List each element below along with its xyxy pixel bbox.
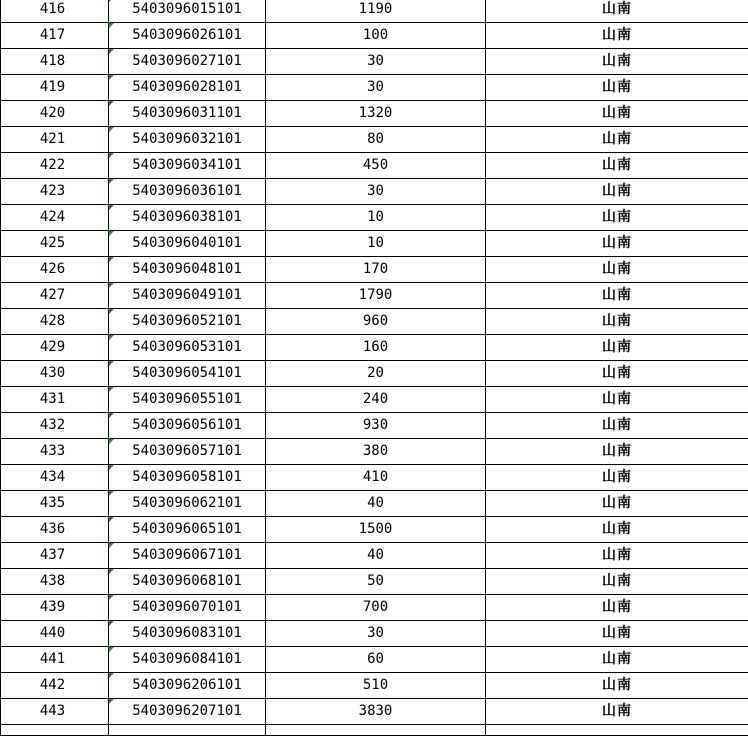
code-cell-text: 5403096034101 (132, 157, 242, 173)
amount-cell[interactable] (266, 101, 486, 127)
region-cell-text: 山南 (602, 599, 632, 615)
region-cell-text: 山南 (602, 209, 632, 225)
row-number-cell[interactable] (1, 361, 109, 387)
code-cell-text: 5403096062101 (132, 495, 242, 511)
row-number-cell-text: 421 (40, 131, 65, 147)
amount-cell-text: 160 (363, 339, 388, 355)
code-cell[interactable] (109, 49, 266, 75)
code-cell[interactable] (109, 595, 266, 621)
number-stored-as-text-indicator-icon (109, 647, 114, 652)
code-cell-text: 5403096053101 (132, 339, 242, 355)
region-cell-text: 山南 (602, 131, 632, 147)
table-row (1, 257, 748, 283)
amount-cell-text: 700 (363, 599, 388, 615)
amount-cell[interactable] (266, 673, 486, 699)
row-number-cell[interactable] (1, 595, 109, 621)
region-cell-text: 山南 (602, 443, 632, 459)
amount-cell[interactable] (266, 647, 486, 673)
code-cell[interactable] (109, 439, 266, 465)
amount-cell-text: 1320 (359, 105, 393, 121)
number-stored-as-text-indicator-icon (109, 49, 114, 54)
amount-cell[interactable] (266, 465, 486, 491)
row-number-cell[interactable] (1, 621, 109, 647)
row-number-cell[interactable] (1, 153, 109, 179)
number-stored-as-text-indicator-icon (109, 517, 114, 522)
region-cell-text: 山南 (602, 495, 632, 511)
spreadsheet-body (1, 0, 748, 736)
row-number-cell[interactable] (1, 673, 109, 699)
row-number-cell[interactable] (1, 439, 109, 465)
region-cell-text: 山南 (602, 105, 632, 121)
amount-cell-text: 50 (367, 573, 384, 589)
amount-cell-text: 60 (367, 651, 384, 667)
region-cell[interactable] (486, 673, 748, 699)
table-row (1, 647, 748, 673)
row-number-cell-text: 430 (40, 365, 65, 381)
amount-cell[interactable] (266, 699, 486, 725)
code-cell[interactable] (109, 75, 266, 101)
number-stored-as-text-indicator-icon (109, 335, 114, 340)
table-row (1, 101, 748, 127)
amount-cell[interactable] (266, 75, 486, 101)
region-cell[interactable] (486, 439, 748, 465)
code-cell[interactable] (109, 283, 266, 309)
amount-cell-text: 30 (367, 79, 384, 95)
row-number-cell-text: 440 (40, 625, 65, 641)
amount-cell[interactable] (266, 231, 486, 257)
region-cell-text: 山南 (602, 1, 632, 17)
row-number-cell[interactable] (1, 569, 109, 595)
region-cell[interactable] (486, 49, 748, 75)
code-cell-text: 5403096036101 (132, 183, 242, 199)
amount-cell-text: 3830 (359, 703, 393, 719)
number-stored-as-text-indicator-icon (109, 153, 114, 158)
table-row (1, 179, 748, 205)
region-cell[interactable] (486, 101, 748, 127)
region-cell-text: 山南 (602, 235, 632, 251)
row-number-cell[interactable] (1, 699, 109, 725)
amount-cell[interactable] (266, 439, 486, 465)
table-row (1, 49, 748, 75)
code-cell[interactable] (109, 569, 266, 595)
amount-cell[interactable] (266, 569, 486, 595)
region-cell[interactable] (486, 569, 748, 595)
code-cell[interactable] (109, 153, 266, 179)
number-stored-as-text-indicator-icon (109, 309, 114, 314)
number-stored-as-text-indicator-icon (109, 205, 114, 210)
region-cell-text: 山南 (602, 703, 632, 719)
region-cell-text: 山南 (602, 677, 632, 693)
row-number-cell-text: 432 (40, 417, 65, 433)
row-number-cell[interactable] (1, 647, 109, 673)
region-cell-text: 山南 (602, 339, 632, 355)
amount-cell[interactable] (266, 283, 486, 309)
row-number-cell-text: 433 (40, 443, 65, 459)
code-cell[interactable] (109, 465, 266, 491)
amount-cell-text: 240 (363, 391, 388, 407)
region-cell[interactable] (486, 699, 748, 725)
table-row (1, 465, 748, 491)
code-cell[interactable] (109, 387, 266, 413)
amount-cell[interactable] (266, 595, 486, 621)
table-row (1, 699, 748, 725)
code-cell-text: 5403096084101 (132, 651, 242, 667)
amount-cell[interactable] (266, 23, 486, 49)
code-cell[interactable] (109, 361, 266, 387)
table-row (1, 231, 748, 257)
region-cell-text: 山南 (602, 313, 632, 329)
region-cell-text: 山南 (602, 79, 632, 95)
amount-cell[interactable] (266, 517, 486, 543)
amount-cell-text: 10 (367, 235, 384, 251)
region-cell[interactable] (486, 647, 748, 673)
row-number-cell-text: 417 (40, 27, 65, 43)
region-cell-text: 山南 (602, 521, 632, 537)
region-cell[interactable] (486, 283, 748, 309)
region-cell-text: 山南 (602, 53, 632, 69)
number-stored-as-text-indicator-icon (109, 0, 114, 2)
region-cell[interactable] (486, 491, 748, 517)
row-number-cell[interactable] (1, 231, 109, 257)
number-stored-as-text-indicator-icon (109, 569, 114, 574)
row-number-cell-text: 437 (40, 547, 65, 563)
row-number-cell[interactable] (1, 413, 109, 439)
number-stored-as-text-indicator-icon (109, 101, 114, 106)
row-number-cell[interactable] (1, 205, 109, 231)
number-stored-as-text-indicator-icon (109, 23, 114, 28)
number-stored-as-text-indicator-icon (109, 283, 114, 288)
amount-cell-text: 30 (367, 625, 384, 641)
amount-cell-text: 30 (367, 53, 384, 69)
number-stored-as-text-indicator-icon (109, 621, 114, 626)
region-cell[interactable] (486, 0, 748, 23)
table-row (1, 309, 748, 335)
table-row (1, 205, 748, 231)
region-cell[interactable] (486, 205, 748, 231)
amount-cell-text: 1500 (359, 521, 393, 537)
region-cell-text: 山南 (602, 391, 632, 407)
code-cell[interactable] (109, 0, 266, 23)
amount-cell-text: 170 (363, 261, 388, 277)
row-number-cell-text: 438 (40, 573, 65, 589)
row-number-cell[interactable] (1, 179, 109, 205)
region-cell-text: 山南 (602, 573, 632, 589)
amount-cell[interactable] (266, 257, 486, 283)
row-number-cell[interactable] (1, 127, 109, 153)
number-stored-as-text-indicator-icon (109, 673, 114, 678)
region-cell[interactable] (486, 127, 748, 153)
code-cell[interactable] (109, 127, 266, 153)
row-number-cell[interactable] (1, 257, 109, 283)
code-cell[interactable] (109, 647, 266, 673)
amount-cell-text: 40 (367, 495, 384, 511)
code-cell-text: 5403096015101 (132, 1, 242, 17)
row-number-cell-text: 434 (40, 469, 65, 485)
table-row (1, 491, 748, 517)
number-stored-as-text-indicator-icon (109, 179, 114, 184)
amount-cell[interactable] (266, 49, 486, 75)
number-stored-as-text-indicator-icon (109, 361, 114, 366)
region-cell[interactable] (486, 387, 748, 413)
row-number-cell-text: 422 (40, 157, 65, 173)
row-number-cell-text: 419 (40, 79, 65, 95)
table-row (1, 127, 748, 153)
amount-cell-text: 100 (363, 27, 388, 43)
table-row (1, 543, 748, 569)
region-cell-text: 山南 (602, 469, 632, 485)
code-cell-text: 5403096027101 (132, 53, 242, 69)
row-number-cell-text: 423 (40, 183, 65, 199)
row-number-cell-text: 416 (40, 1, 65, 17)
code-cell-text: 5403096070101 (132, 599, 242, 615)
amount-cell-text: 960 (363, 313, 388, 329)
amount-cell-text: 1190 (359, 1, 393, 17)
row-number-cell[interactable] (1, 49, 109, 75)
code-cell-text: 5403096048101 (132, 261, 242, 277)
code-cell[interactable] (109, 621, 266, 647)
row-number-cell-text: 443 (40, 703, 65, 719)
code-cell-text: 5403096206101 (132, 677, 242, 693)
code-cell-text: 5403096067101 (132, 547, 242, 563)
amount-cell-text: 1790 (359, 287, 393, 303)
amount-cell-text: 30 (367, 183, 384, 199)
amount-cell[interactable] (266, 413, 486, 439)
row-number-cell-text: 420 (40, 105, 65, 121)
amount-cell-text: 510 (363, 677, 388, 693)
amount-cell[interactable] (266, 621, 486, 647)
amount-cell[interactable] (266, 153, 486, 179)
region-cell-text: 山南 (602, 365, 632, 381)
row-number-cell[interactable] (1, 465, 109, 491)
table-row (1, 23, 748, 49)
code-cell[interactable] (109, 413, 266, 439)
region-cell[interactable] (486, 309, 748, 335)
table-row (1, 387, 748, 413)
row-number-cell-text: 439 (40, 599, 65, 615)
region-cell-text: 山南 (602, 651, 632, 667)
row-number-cell[interactable] (1, 0, 109, 23)
amount-cell[interactable] (266, 127, 486, 153)
row-number-cell[interactable] (1, 491, 109, 517)
table-row (1, 335, 748, 361)
region-cell[interactable] (486, 517, 748, 543)
number-stored-as-text-indicator-icon (109, 127, 114, 132)
amount-cell[interactable] (266, 543, 486, 569)
region-cell-text: 山南 (602, 625, 632, 641)
code-cell-text: 5403096028101 (132, 79, 242, 95)
code-cell-text: 5403096031101 (132, 105, 242, 121)
code-cell-text: 5403096040101 (132, 235, 242, 251)
code-cell[interactable] (109, 257, 266, 283)
code-cell[interactable] (109, 699, 266, 725)
amount-cell[interactable] (266, 179, 486, 205)
region-cell[interactable] (486, 153, 748, 179)
amount-cell-text: 20 (367, 365, 384, 381)
code-cell[interactable] (109, 491, 266, 517)
region-cell-text: 山南 (602, 183, 632, 199)
code-cell[interactable] (109, 309, 266, 335)
amount-cell-text: 380 (363, 443, 388, 459)
number-stored-as-text-indicator-icon (109, 543, 114, 548)
table-row (1, 439, 748, 465)
number-stored-as-text-indicator-icon (109, 699, 114, 704)
code-cell-text: 5403096026101 (132, 27, 242, 43)
row-number-cell-text: 426 (40, 261, 65, 277)
code-cell[interactable] (109, 231, 266, 257)
row-number-cell-text: 425 (40, 235, 65, 251)
amount-cell-text: 80 (367, 131, 384, 147)
number-stored-as-text-indicator-icon (109, 595, 114, 600)
region-cell-text: 山南 (602, 27, 632, 43)
code-cell[interactable] (109, 517, 266, 543)
row-number-cell-text: 424 (40, 209, 65, 225)
region-cell[interactable] (486, 179, 748, 205)
row-number-cell[interactable] (1, 387, 109, 413)
row-number-cell-text: 428 (40, 313, 65, 329)
table-row (1, 673, 748, 699)
amount-cell[interactable] (266, 335, 486, 361)
region-cell[interactable] (486, 231, 748, 257)
amount-cell[interactable] (266, 387, 486, 413)
code-cell[interactable] (109, 205, 266, 231)
amount-cell[interactable] (266, 491, 486, 517)
code-cell-text: 5403096052101 (132, 313, 242, 329)
number-stored-as-text-indicator-icon (109, 491, 114, 496)
amount-cell-text: 10 (367, 209, 384, 225)
region-cell[interactable] (486, 413, 748, 439)
number-stored-as-text-indicator-icon (109, 439, 114, 444)
code-cell-text: 5403096068101 (132, 573, 242, 589)
row-number-cell-text: 436 (40, 521, 65, 537)
amount-cell[interactable] (266, 309, 486, 335)
region-cell[interactable] (486, 257, 748, 283)
row-number-cell-text: 418 (40, 53, 65, 69)
table-row (1, 517, 748, 543)
code-cell[interactable] (109, 179, 266, 205)
amount-cell-text: 450 (363, 157, 388, 173)
table-row (1, 361, 748, 387)
table-row (1, 413, 748, 439)
amount-cell[interactable] (266, 0, 486, 23)
code-cell-text: 5403096065101 (132, 521, 242, 537)
region-cell[interactable] (486, 595, 748, 621)
region-cell[interactable] (486, 23, 748, 49)
region-cell-text: 山南 (602, 547, 632, 563)
code-cell[interactable] (109, 543, 266, 569)
amount-cell-text: 410 (363, 469, 388, 485)
row-number-cell-text: 442 (40, 677, 65, 693)
row-number-cell-text: 429 (40, 339, 65, 355)
code-cell-text: 5403096207101 (132, 703, 242, 719)
region-cell-text: 山南 (602, 157, 632, 173)
row-number-cell-text: 441 (40, 651, 65, 667)
code-cell-text: 5403096083101 (132, 625, 242, 641)
table-row (1, 75, 748, 101)
row-number-cell[interactable] (1, 517, 109, 543)
amount-cell-text: 40 (367, 547, 384, 563)
number-stored-as-text-indicator-icon (109, 413, 114, 418)
row-number-cell-text: 435 (40, 495, 65, 511)
region-cell[interactable] (486, 75, 748, 101)
table-row (1, 569, 748, 595)
number-stored-as-text-indicator-icon (109, 257, 114, 262)
code-cell[interactable] (109, 23, 266, 49)
code-cell-text: 5403096038101 (132, 209, 242, 225)
code-cell[interactable] (109, 673, 266, 699)
region-cell-text: 山南 (602, 417, 632, 433)
code-cell[interactable] (109, 101, 266, 127)
row-number-cell[interactable] (1, 75, 109, 101)
table-row (1, 621, 748, 647)
table-row (1, 283, 748, 309)
number-stored-as-text-indicator-icon (109, 231, 114, 236)
row-number-cell[interactable] (1, 101, 109, 127)
row-number-cell[interactable] (1, 543, 109, 569)
region-cell[interactable] (486, 621, 748, 647)
amount-cell-text: 930 (363, 417, 388, 433)
number-stored-as-text-indicator-icon (109, 387, 114, 392)
region-cell-text: 山南 (602, 287, 632, 303)
number-stored-as-text-indicator-icon (109, 465, 114, 470)
code-cell-text: 5403096054101 (132, 365, 242, 381)
region-cell[interactable] (486, 335, 748, 361)
row-number-cell[interactable] (1, 283, 109, 309)
code-cell-text: 5403096058101 (132, 469, 242, 485)
code-cell-text: 5403096057101 (132, 443, 242, 459)
region-cell[interactable] (486, 465, 748, 491)
code-cell-text: 5403096056101 (132, 417, 242, 433)
row-number-cell[interactable] (1, 23, 109, 49)
row-number-cell-text: 427 (40, 287, 65, 303)
region-cell-text: 山南 (602, 261, 632, 277)
table-row (1, 0, 748, 23)
table-row (1, 595, 748, 621)
row-number-cell[interactable] (1, 335, 109, 361)
amount-cell[interactable] (266, 205, 486, 231)
code-cell-text: 5403096049101 (132, 287, 242, 303)
code-cell-text: 5403096055101 (132, 391, 242, 407)
code-cell[interactable] (109, 335, 266, 361)
table-row (1, 153, 748, 179)
region-cell[interactable] (486, 361, 748, 387)
row-number-cell[interactable] (1, 309, 109, 335)
row-number-cell-text: 431 (40, 391, 65, 407)
amount-cell[interactable] (266, 361, 486, 387)
number-stored-as-text-indicator-icon (109, 75, 114, 80)
region-cell[interactable] (486, 543, 748, 569)
code-cell-text: 5403096032101 (132, 131, 242, 147)
